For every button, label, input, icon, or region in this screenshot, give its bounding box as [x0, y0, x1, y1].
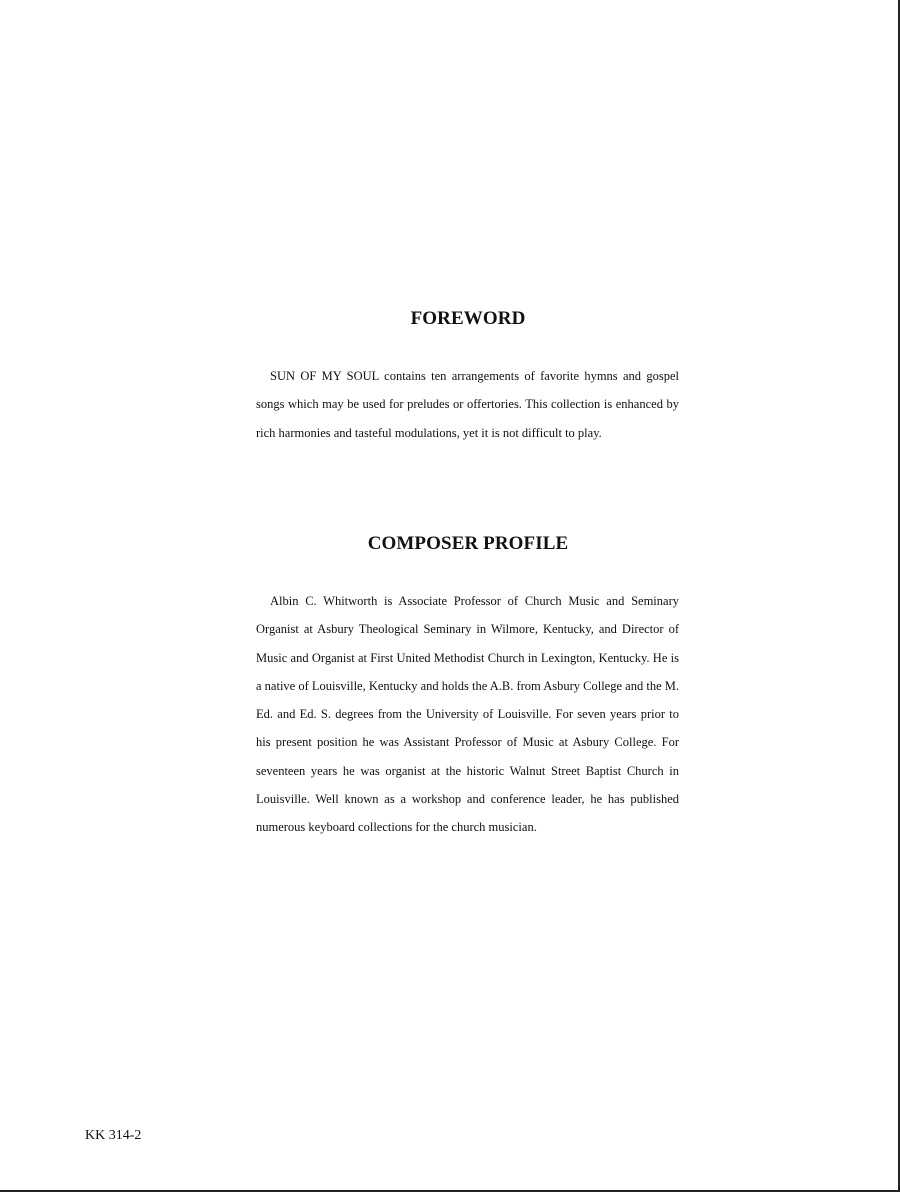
foreword-heading: FOREWORD: [410, 308, 526, 329]
composer-profile-heading: COMPOSER PROFILE: [367, 533, 569, 554]
composer-profile-paragraph: Albin C. Whitworth is Associate Professor of Church Music and Seminary Organist at Asbury Theological Seminary in Wilmore, Kentucky, and Director of Music and Organist at First United Methodist Church in Lexington, Kentucky. He is a native of Louisville, Kentucky and holds the A.B. from Asbury College and the M. Ed. and Ed. S. degrees from the University of Louisville. For seven years prior to his present position he was Assistant Professor of Music at Asbury College. For seventeen years he was organist at the historic Walnut Street Baptist Church in Louisville. Well known as a workshop and conference leader, he has published numerous keyboard collections for the church musician.: [256, 594, 679, 835]
catalog-number: KK 314-2: [85, 1128, 142, 1143]
foreword-paragraph: SUN OF MY SOUL contains ten arrangements of favorite hymns and gospel songs which may be used for preludes or offertories. This collection is enhanced by rich harmonies and tasteful modulations, yet it is not difficult to play.: [256, 369, 679, 440]
